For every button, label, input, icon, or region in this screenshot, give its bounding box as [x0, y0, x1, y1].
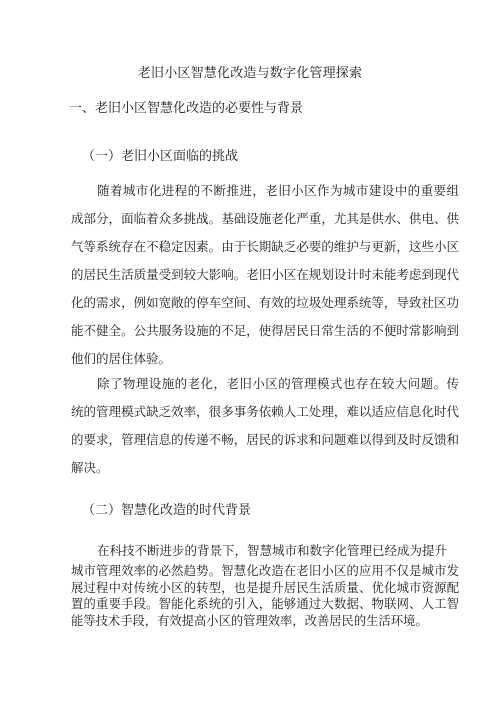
paragraph-background-first-line: 在科技不断进步的背景下，智慧城市和数字化管理已经成为提升: [97, 543, 448, 558]
section-heading-1: 一、老旧小区智慧化改造的必要性与背景: [69, 101, 304, 116]
paragraph-challenges: 随着城市化进程的不断推进，老旧小区作为城市建设中的重要组成部分，面临着众多挑战。基础设施老化严重，尤其是供水、供电、供气等系统存在不稳定因素。由于长期缺乏必要的维护与更新，这些小区的居民生活质量受到较大影响。老旧小区在规划设计时未能考虑到现代化的需求，例如宽敞的停车空间、有效的垃圾处理系统等，导致社区功能不健全。公共服务设施的不足，使得居民日常生活的不便时常影响到他们的居住体验。: [71, 183, 459, 366]
paragraph-background-body: 城市管理效率的必然趋势。智慧化改造在老旧小区的应用不仅是城市发展过程中对传统小区的转型，也是提升居民生活质量、优化城市资源配置的重要手段。智能化系统的引入，能够通过大数据、物联网、人工智能等技术手段，有效提高小区的管理效率，改善居民的生活环境。: [71, 564, 459, 628]
subsection-heading-1: （一）老旧小区面临的挑战: [82, 149, 239, 164]
paragraph-management-issues: 除了物理设施的老化，老旧小区的管理模式也存在较大问题。传统的管理模式缺乏效率，很多事务依赖人工处理，难以适应信息化时代的要求，管理信息的传递不畅，居民的诉求和问题难以得到及时反馈和解决。: [71, 376, 459, 475]
document-title: 老旧小区智慧化改造与数字化管理探索: [137, 66, 363, 81]
subsection-heading-2: （二）智慧化改造的时代背景: [82, 503, 252, 518]
